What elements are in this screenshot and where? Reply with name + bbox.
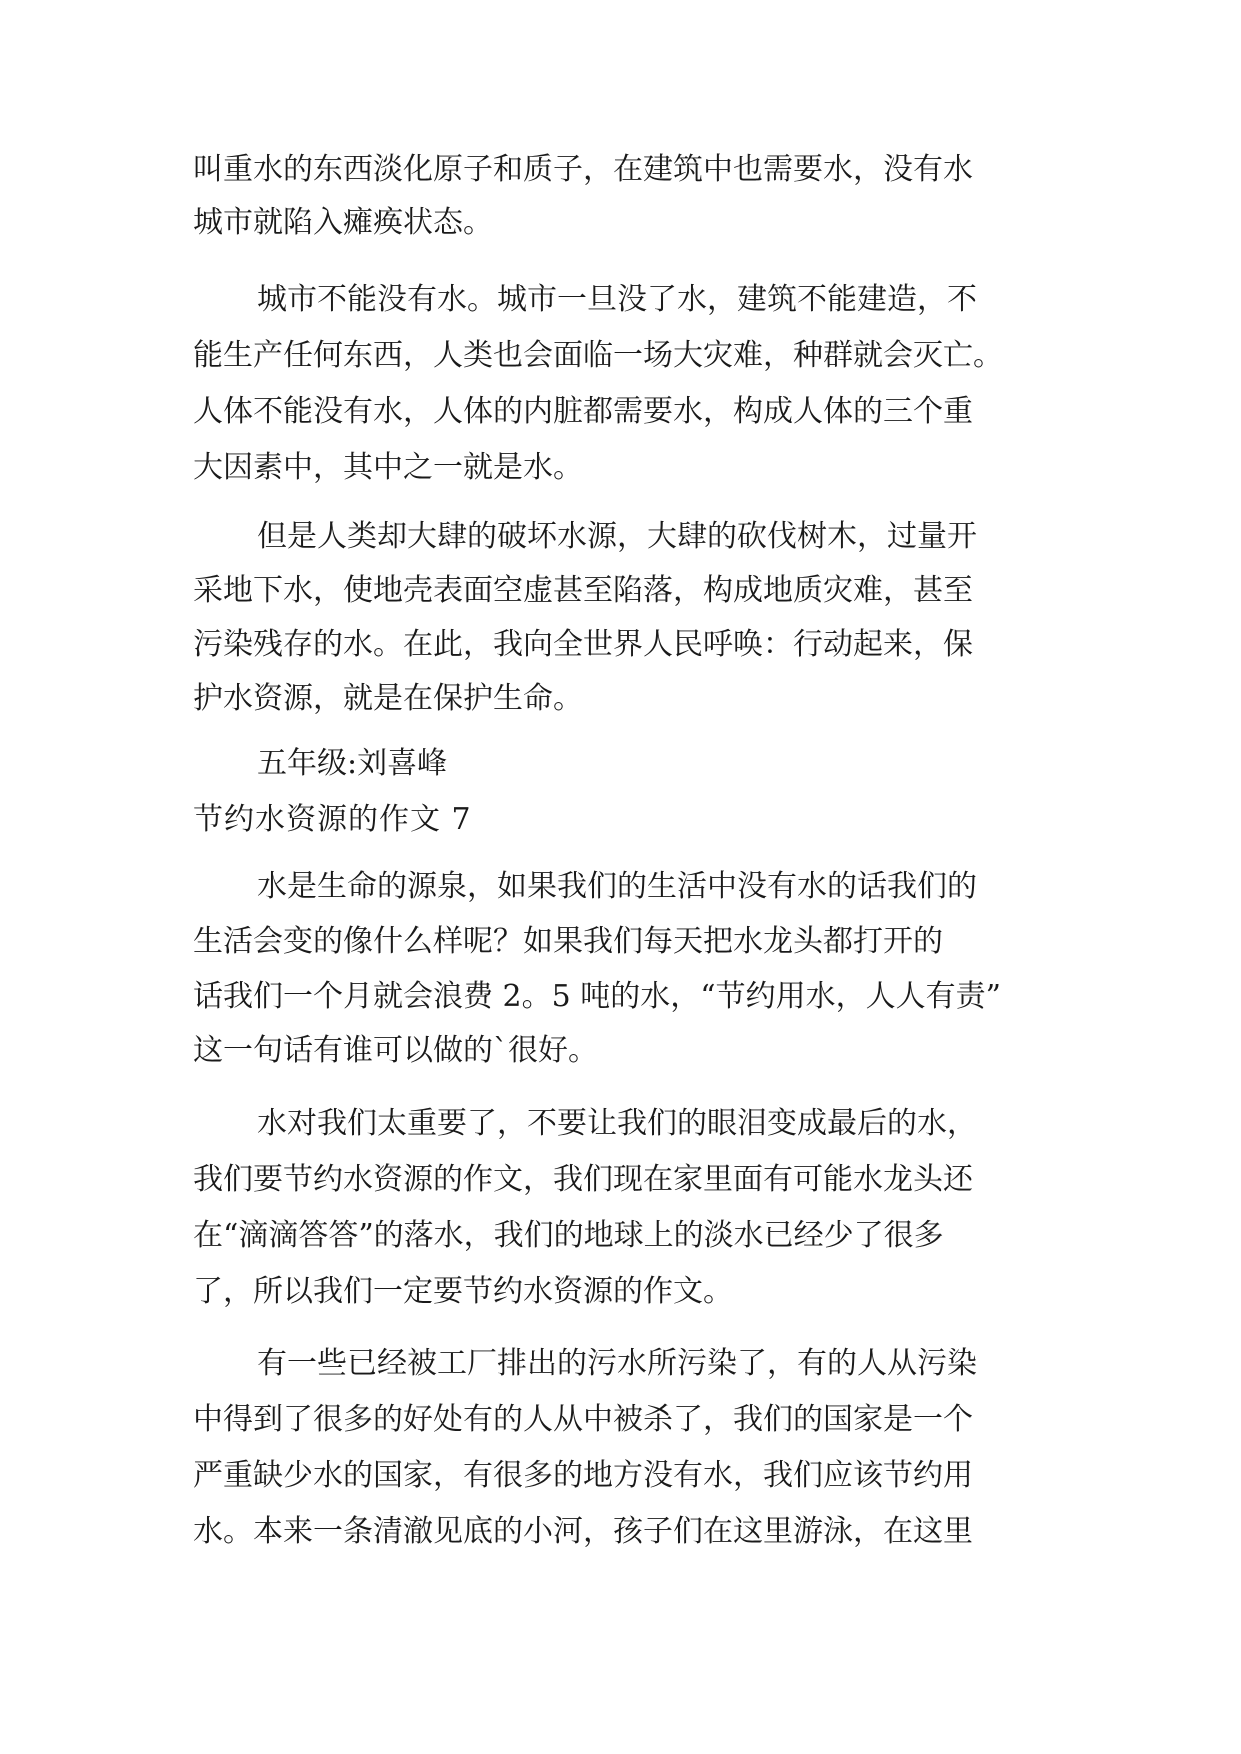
paragraph-start-line: 有一些已经被工厂排出的污水所污染了，有的人从污染 [257, 1346, 977, 1381]
section-heading: 节约水资源的作文 7 [193, 802, 472, 837]
paragraph-start-line: 城市不能没有水。城市一旦没了水，建筑不能建造，不 [257, 282, 977, 317]
text-line: 城市就陷入瘫痪状态。 [193, 205, 493, 240]
text-line: 能生产任何东西，人类也会面临一场大灾难，种群就会灭亡。 [193, 338, 1003, 373]
text-line: 污染残存的水。在此，我向全世界人民呼唤：行动起来，保 [193, 627, 973, 662]
text-line: 这一句话有谁可以做的`很好。 [193, 1033, 598, 1068]
text-line: 护水资源，就是在保护生命。 [193, 681, 583, 716]
text-line: 叫重水的东西淡化原子和质子，在建筑中也需要水，没有水 [193, 152, 973, 187]
text-line: 采地下水，使地壳表面空虚甚至陷落，构成地质灾难，甚至 [193, 573, 973, 608]
author-line: 五年级:刘喜峰 [257, 746, 448, 781]
text-line: 了，所以我们一定要节约水资源的作文。 [193, 1274, 733, 1309]
text-line: 严重缺少水的国家，有很多的地方没有水，我们应该节约用 [193, 1458, 973, 1493]
text-line: 在“滴滴答答”的落水，我们的地球上的淡水已经少了很多 [193, 1218, 944, 1253]
text-line: 话我们一个月就会浪费 2。5 吨的水，“节约用水，人人有责” [193, 979, 1001, 1014]
text-line: 大因素中，其中之一就是水。 [193, 450, 583, 485]
text-line: 我们要节约水资源的作文，我们现在家里面有可能水龙头还 [193, 1162, 973, 1197]
text-line: 生活会变的像什么样呢？如果我们每天把水龙头都打开的 [193, 924, 943, 959]
paragraph-start-line: 水对我们太重要了，不要让我们的眼泪变成最后的水， [257, 1106, 977, 1141]
text-line: 人体不能没有水，人体的内脏都需要水，构成人体的三个重 [193, 394, 973, 429]
text-line: 水。本来一条清澈见底的小河，孩子们在这里游泳，在这里 [193, 1514, 973, 1549]
paragraph-start-line: 但是人类却大肆的破坏水源，大肆的砍伐树木，过量开 [257, 519, 977, 554]
text-line: 中得到了很多的好处有的人从中被杀了，我们的国家是一个 [193, 1402, 973, 1437]
paragraph-start-line: 水是生命的源泉，如果我们的生活中没有水的话我们的 [257, 869, 977, 904]
